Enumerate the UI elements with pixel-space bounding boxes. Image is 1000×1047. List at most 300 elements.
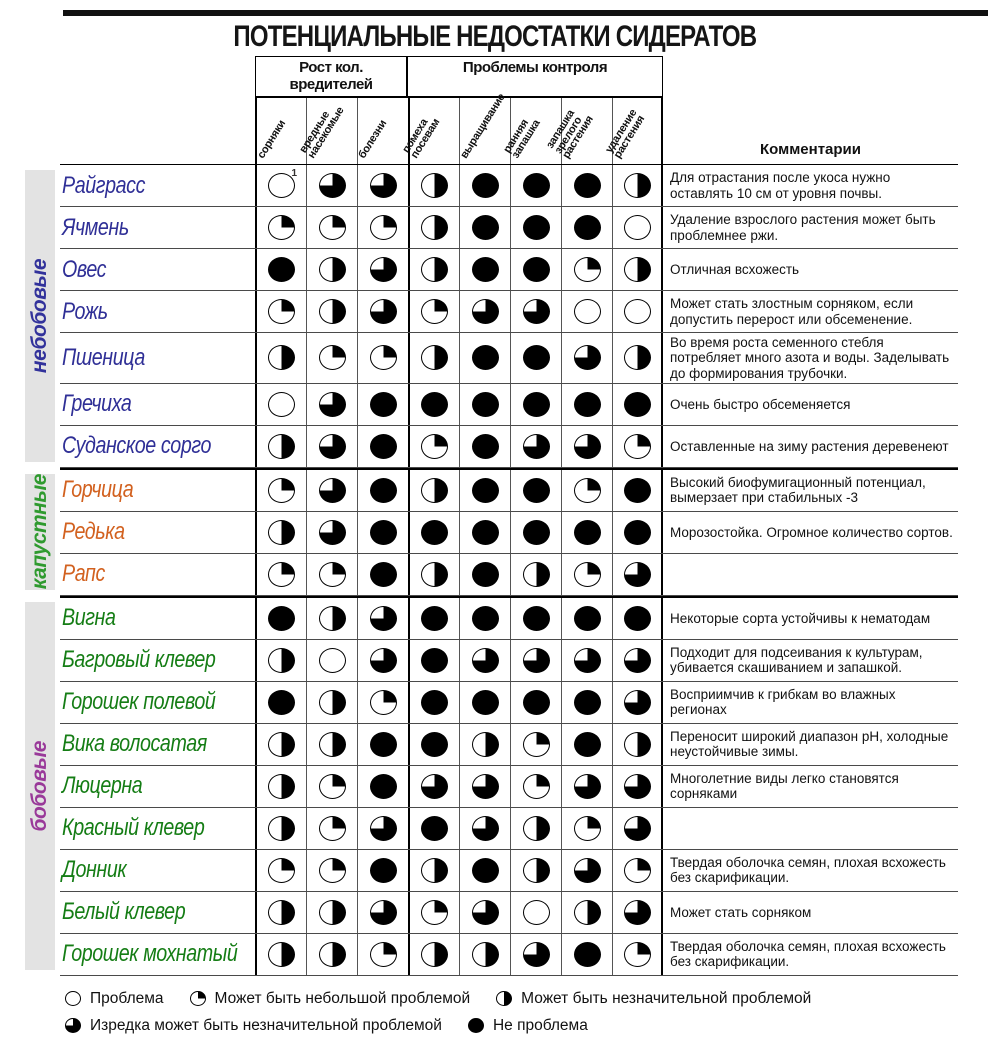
pie-rating-icon	[624, 562, 651, 587]
pie-rating-icon	[523, 257, 550, 282]
pie-cell	[306, 766, 357, 807]
comments-header: Комментарии	[759, 141, 861, 158]
pie-rating-icon	[370, 690, 397, 715]
pie-cell	[306, 892, 357, 933]
pie-cell	[612, 850, 663, 891]
pie-cell	[306, 470, 357, 511]
pie-rating-icon	[268, 732, 295, 757]
pie-rating-icon	[523, 648, 550, 673]
pie-rating-icon	[268, 606, 295, 631]
comment-cell: Отличная всхожесть	[670, 261, 800, 277]
table-row	[60, 850, 958, 892]
pie-cell	[612, 384, 663, 425]
pie-cell	[408, 766, 459, 807]
pie-rating-icon	[624, 392, 651, 417]
crop-name: Овес	[62, 255, 107, 283]
pie-cell	[255, 682, 306, 723]
pie-rating-icon	[523, 562, 550, 587]
pie-cell	[561, 934, 612, 975]
group-rows	[60, 468, 958, 596]
comment-cell: Многолетние виды легко становятся сорняками	[670, 771, 899, 802]
pie-rating-icon	[624, 520, 651, 545]
pie-rating-icon	[472, 690, 499, 715]
comment-cell: Во время роста семенного стебля потребляет много азота и воды. Заделывать до формирования трубочки.	[670, 335, 950, 381]
pie-rating-icon	[574, 215, 601, 240]
group-strip	[25, 474, 55, 590]
row-label	[60, 640, 255, 681]
pie-rating-icon	[421, 648, 448, 673]
row-label	[60, 426, 255, 467]
pie-cell	[612, 333, 663, 383]
crop-group	[25, 596, 958, 976]
pie-cell	[408, 892, 459, 933]
pie-cell	[612, 249, 663, 290]
pie-rating-icon	[421, 215, 448, 240]
pie-rating-icon	[370, 434, 397, 459]
column-header	[297, 98, 357, 164]
pie-rating-icon	[421, 392, 448, 417]
pie-rating-icon	[472, 606, 499, 631]
pie-rating-icon	[574, 900, 601, 925]
column-header-label: запашка зрелого растения	[544, 107, 596, 161]
pie-rating-icon	[421, 900, 448, 925]
pie-cell	[255, 554, 306, 595]
pie-rating-icon	[574, 478, 601, 503]
pie-cell	[510, 892, 561, 933]
table-row	[60, 249, 958, 291]
pie-cell	[306, 165, 357, 206]
pie-rating-icon	[319, 732, 346, 757]
pie-rating-icon	[523, 392, 550, 417]
pie-rating-icon	[370, 900, 397, 925]
legend-pie-icon	[190, 991, 206, 1006]
pie-cell	[306, 640, 357, 681]
pie-cell	[612, 470, 663, 511]
pie-cell	[255, 291, 306, 332]
pie-cell	[255, 934, 306, 975]
table-row	[60, 384, 958, 426]
pie-cell	[561, 640, 612, 681]
pie-cell	[459, 470, 510, 511]
column-group-headers	[255, 56, 980, 98]
pie-rating-icon	[472, 392, 499, 417]
group-strip-column	[25, 468, 60, 596]
pie-cell	[612, 426, 663, 467]
legend-pie-icon	[65, 991, 81, 1006]
pie-rating-icon	[319, 816, 346, 841]
pie-cell	[357, 207, 408, 248]
crops-table	[25, 164, 958, 976]
pie-rating-icon	[472, 732, 499, 757]
pie-cell	[561, 724, 612, 765]
legend-line	[65, 990, 980, 1008]
pie-rating-icon	[421, 690, 448, 715]
pie-rating-icon	[624, 257, 651, 282]
pie-cell	[255, 640, 306, 681]
pie-rating-icon	[472, 257, 499, 282]
pie-cell	[357, 850, 408, 891]
column-header	[458, 91, 510, 164]
pie-cell	[459, 512, 510, 553]
pie-cell	[510, 766, 561, 807]
pie-cell	[306, 850, 357, 891]
row-label	[60, 766, 255, 807]
pie-rating-icon	[370, 215, 397, 240]
pie-rating-icon	[472, 345, 499, 370]
pie-rating-icon	[624, 478, 651, 503]
pie-rating-icon	[523, 345, 550, 370]
comment-cell: Может стать злостным сорняком, если допустить перерост или обсеменение.	[670, 296, 914, 327]
pie-rating-icon	[624, 858, 651, 883]
pie-rating-icon	[370, 858, 397, 883]
crop-name: Вика волосатая	[62, 730, 207, 758]
pie-cell	[612, 165, 663, 206]
legend-label: Изредка может быть незначительной проблемой	[90, 1016, 442, 1034]
pie-cell	[612, 808, 663, 849]
pie-rating-icon	[370, 345, 397, 370]
pie-cell	[561, 426, 612, 467]
pie-cell	[459, 291, 510, 332]
pie-rating-icon	[370, 816, 397, 841]
pie-rating-icon	[268, 257, 295, 282]
legend-pie-icon	[468, 1018, 484, 1033]
pie-cell	[357, 333, 408, 383]
table-row	[60, 724, 958, 766]
comment-cell: Может стать сорняком	[670, 904, 812, 920]
table-row	[60, 934, 958, 976]
pie-cell	[459, 333, 510, 383]
pie-cell	[408, 291, 459, 332]
pie-cell	[459, 892, 510, 933]
group-label: капустные	[28, 474, 51, 590]
table-row	[60, 554, 958, 596]
group-label: небобовые	[28, 258, 51, 373]
comment-cell: Твердая оболочка семян, плохая всхожесть без скарификации.	[670, 855, 946, 886]
pie-rating-icon	[421, 606, 448, 631]
pie-cell	[510, 333, 561, 383]
pie-cell	[408, 682, 459, 723]
pie-cell	[561, 249, 612, 290]
pie-rating-icon	[319, 858, 346, 883]
pie-cell	[408, 850, 459, 891]
table-row	[60, 426, 958, 468]
pie-cell	[306, 249, 357, 290]
pie-cell	[510, 207, 561, 248]
crop-name: Ячмень	[62, 213, 129, 241]
crop-name: Горчица	[62, 476, 134, 504]
pie-rating-icon	[319, 900, 346, 925]
crop-group	[25, 468, 958, 596]
pie-rating-icon	[574, 173, 601, 198]
table-row	[60, 165, 958, 207]
column-header-label: удаление растения	[603, 107, 647, 161]
pie-rating-icon	[574, 690, 601, 715]
pie-cell	[561, 554, 612, 595]
pie-rating-icon	[472, 648, 499, 673]
comment-cell	[663, 808, 958, 849]
pie-rating-icon	[268, 648, 295, 673]
pie-cell	[357, 249, 408, 290]
pie-cell	[612, 766, 663, 807]
column-header	[400, 98, 459, 164]
pie-rating-icon	[574, 520, 601, 545]
pie-cell	[561, 766, 612, 807]
legend-item	[496, 990, 811, 1008]
pie-rating-icon	[574, 858, 601, 883]
crop-name: Белый клевер	[62, 898, 186, 926]
pie-rating-icon	[319, 299, 346, 324]
pie-cell	[510, 554, 561, 595]
row-label	[60, 333, 255, 383]
pie-cell	[459, 249, 510, 290]
pie-rating-icon	[624, 732, 651, 757]
pie-rating-icon	[574, 257, 601, 282]
pie-rating-icon	[319, 257, 346, 282]
group-header-pests: Рост кол. вредителей	[255, 56, 408, 98]
pie-cell	[561, 470, 612, 511]
pie-rating-icon	[370, 478, 397, 503]
column-header-label: ранняя запашка	[501, 117, 543, 161]
pie-cell	[357, 724, 408, 765]
pie-rating-icon	[472, 562, 499, 587]
pie-rating-icon	[472, 520, 499, 545]
crop-name: Рожь	[62, 297, 108, 325]
pie-rating-icon	[472, 215, 499, 240]
pie-cell	[612, 291, 663, 332]
group-rows	[60, 164, 958, 468]
pie-rating-icon	[574, 562, 601, 587]
crop-name: Красный клевер	[62, 814, 205, 842]
pie-cell	[357, 291, 408, 332]
pie-rating-icon	[268, 816, 295, 841]
pie-rating-icon	[574, 732, 601, 757]
pie-cell	[255, 470, 306, 511]
pie-cell	[510, 512, 561, 553]
crop-name: Редька	[62, 518, 125, 546]
pie-rating-icon	[370, 520, 397, 545]
legend-pie-icon	[65, 1018, 81, 1033]
pie-rating-icon	[319, 606, 346, 631]
table-row	[60, 598, 958, 640]
pie-cell	[408, 207, 459, 248]
pie-cell	[306, 808, 357, 849]
pie-rating-icon	[523, 774, 550, 799]
pie-cell	[357, 892, 408, 933]
crop-name: Горошек мохнатый	[62, 940, 238, 968]
pie-rating-icon	[319, 215, 346, 240]
pie-rating-icon	[319, 520, 346, 545]
pie-rating-icon	[574, 942, 601, 967]
legend-item	[190, 990, 471, 1008]
crop-name: Донник	[62, 856, 127, 884]
pie-cell	[306, 682, 357, 723]
pie-rating-icon	[624, 774, 651, 799]
crop-name: Райграсс	[62, 171, 146, 199]
row-label	[60, 598, 255, 639]
pie-cell	[459, 850, 510, 891]
pie-cell	[408, 512, 459, 553]
pie-cell	[357, 470, 408, 511]
top-rule	[63, 10, 988, 16]
pie-rating-icon	[574, 299, 601, 324]
pie-cell	[561, 384, 612, 425]
pie-cell	[510, 598, 561, 639]
pie-rating-icon	[523, 299, 550, 324]
column-header	[357, 98, 408, 164]
pie-rating-icon	[319, 478, 346, 503]
pie-cell	[255, 512, 306, 553]
pie-rating-icon	[574, 392, 601, 417]
pie-cell	[408, 934, 459, 975]
row-label	[60, 249, 255, 290]
pie-cell	[306, 333, 357, 383]
pie-rating-icon	[319, 173, 346, 198]
pie-cell	[255, 207, 306, 248]
pie-rating-icon	[624, 434, 651, 459]
row-label	[60, 384, 255, 425]
pie-cell	[612, 512, 663, 553]
pie-cell	[408, 426, 459, 467]
pie-rating-icon	[472, 478, 499, 503]
comment-cell: Высокий биофумигационный потенциал, вымерзает при стабильных -3	[670, 475, 926, 506]
legend	[65, 990, 980, 1035]
crop-name: Вигна	[62, 604, 116, 632]
legend-item	[65, 990, 164, 1008]
pie-cell	[255, 766, 306, 807]
pie-rating-icon	[574, 606, 601, 631]
pie-cell	[357, 682, 408, 723]
pie-rating-icon	[268, 942, 295, 967]
group-rows	[60, 596, 958, 976]
pie-rating-icon	[472, 816, 499, 841]
pie-rating-icon	[472, 299, 499, 324]
pie-rating-icon	[574, 648, 601, 673]
pie-cell	[612, 892, 663, 933]
pie-rating-icon	[624, 173, 651, 198]
pie-rating-icon	[421, 732, 448, 757]
pie-cell	[459, 766, 510, 807]
pie-rating-icon	[624, 942, 651, 967]
legend-label: Проблема	[90, 989, 164, 1007]
crop-name: Рапс	[62, 560, 105, 588]
crop-group	[25, 164, 958, 468]
pie-rating-icon	[421, 942, 448, 967]
pie-rating-icon	[574, 345, 601, 370]
pie-rating-icon	[370, 648, 397, 673]
pie-rating-icon	[370, 257, 397, 282]
pie-rating-icon	[268, 345, 295, 370]
pie-cell	[612, 554, 663, 595]
pie-cell	[561, 850, 612, 891]
pie-rating-icon	[370, 774, 397, 799]
page-title: ПОТЕНЦИАЛЬНЫЕ НЕДОСТАТКИ СИДЕРАТОВ	[233, 20, 757, 53]
pie-cell	[510, 426, 561, 467]
legend-line	[65, 1017, 980, 1035]
group-strip-column	[25, 164, 60, 468]
pie-cell	[357, 598, 408, 639]
pie-rating-icon	[574, 816, 601, 841]
pie-rating-icon	[370, 606, 397, 631]
pie-cell	[459, 554, 510, 595]
column-header	[255, 98, 306, 164]
table-row	[60, 808, 958, 850]
pie-cell	[306, 384, 357, 425]
table-row	[60, 207, 958, 249]
pie-rating-icon	[472, 173, 499, 198]
pie-rating-icon	[523, 858, 550, 883]
pie-rating-icon	[319, 434, 346, 459]
column-header-label: помеха посевам	[400, 116, 442, 161]
pie-cell	[510, 808, 561, 849]
pie-rating-icon	[472, 858, 499, 883]
pie-cell	[612, 934, 663, 975]
pie-cell	[459, 598, 510, 639]
row-label	[60, 724, 255, 765]
pie-cell	[306, 598, 357, 639]
pie-rating-icon	[472, 774, 499, 799]
pie-rating-icon	[319, 774, 346, 799]
crop-name: Люцерна	[62, 772, 143, 800]
pie-rating-icon	[523, 732, 550, 757]
pie-cell	[306, 512, 357, 553]
table-row	[60, 766, 958, 808]
pie-cell	[306, 291, 357, 332]
pie-cell	[357, 512, 408, 553]
pie-rating-icon	[421, 257, 448, 282]
row-label	[60, 934, 255, 975]
pie-rating-icon	[472, 942, 499, 967]
row-label	[60, 165, 255, 206]
column-header-label: вредные насекомые	[297, 104, 347, 161]
pie-rating-icon	[523, 215, 550, 240]
pie-rating-icon	[370, 562, 397, 587]
pie-rating-icon	[523, 478, 550, 503]
pie-cell	[357, 165, 408, 206]
pie-rating-icon	[523, 520, 550, 545]
table-row	[60, 291, 958, 333]
table-row	[60, 892, 958, 934]
pie-cell	[306, 426, 357, 467]
row-label	[60, 291, 255, 332]
pie-rating-icon	[624, 606, 651, 631]
pie-cell	[612, 207, 663, 248]
pie-cell	[408, 808, 459, 849]
pie-cell	[357, 384, 408, 425]
pie-rating-icon	[268, 858, 295, 883]
pie-rating-icon	[624, 215, 651, 240]
pie-rating-icon	[319, 562, 346, 587]
pie-rating-icon	[523, 606, 550, 631]
comment-cell: Удаление взрослого растения может быть проблемнее ржи.	[670, 212, 936, 243]
pie-cell	[510, 850, 561, 891]
pie-cell	[306, 934, 357, 975]
pie-cell	[357, 640, 408, 681]
row-label	[60, 892, 255, 933]
pie-rating-icon	[319, 345, 346, 370]
row-label	[60, 808, 255, 849]
pie-rating-icon	[421, 520, 448, 545]
pie-rating-icon	[624, 299, 651, 324]
crop-name: Суданское сорго	[62, 432, 211, 460]
column-header-label: болезни	[356, 117, 390, 161]
pie-rating-icon	[523, 690, 550, 715]
row-label	[60, 682, 255, 723]
pie-cell	[561, 682, 612, 723]
row-label	[60, 554, 255, 595]
pie-rating-icon	[574, 774, 601, 799]
legend-item	[468, 1017, 588, 1035]
pie-cell	[612, 682, 663, 723]
